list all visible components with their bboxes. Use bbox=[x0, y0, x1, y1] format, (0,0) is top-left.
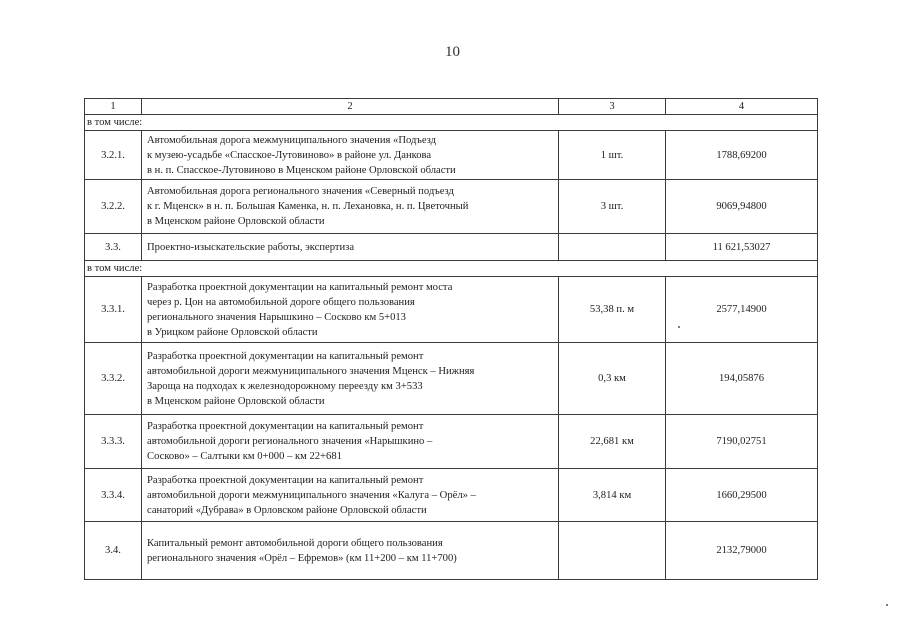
item-quantity: 3 шт. bbox=[559, 180, 666, 234]
column-number: 2 bbox=[142, 99, 559, 115]
budget-table bbox=[84, 98, 818, 580]
item-amount: 1788,69200 bbox=[666, 131, 818, 180]
description-line: Разработка проектной документации на капитальный ремонт моста bbox=[147, 281, 453, 293]
item-description bbox=[142, 522, 559, 580]
column-number: 3 bbox=[559, 99, 666, 115]
table-row bbox=[85, 415, 818, 469]
item-description bbox=[142, 277, 559, 343]
description-line: в н. п. Спасское-Лутовиново в Мценском районе Орловской области bbox=[147, 164, 456, 176]
item-number: 3.3.1. bbox=[85, 277, 142, 343]
item-number: 3.3.3. bbox=[85, 415, 142, 469]
description-line: Сосково» – Салтыки км 0+000 – км 22+681 bbox=[147, 451, 342, 463]
description-line: Зароща на подходах к железнодорожному переезду км 3+533 bbox=[147, 380, 423, 392]
column-number: 4 bbox=[666, 99, 818, 115]
section-label: в том числе: bbox=[85, 261, 818, 277]
description-line: Разработка проектной документации на капитальный ремонт bbox=[147, 474, 424, 486]
description-line: автомобильной дороги межмуниципального значения «Калуга – Орёл» – bbox=[147, 489, 476, 501]
item-description bbox=[142, 343, 559, 415]
description-line: в Урицком районе Орловской области bbox=[147, 326, 318, 338]
item-quantity: 1 шт. bbox=[559, 131, 666, 180]
description-line: Автомобильная дорога регионального значения «Северный подъезд bbox=[147, 186, 454, 198]
item-amount: 2132,79000 bbox=[666, 522, 818, 580]
item-description bbox=[142, 469, 559, 522]
description-line: регионального значения Нарышкино – Сосково км 5+013 bbox=[147, 311, 406, 323]
table-row bbox=[85, 343, 818, 415]
description-line: автомобильной дороги межмуниципального значения Мценск – Нижняя bbox=[147, 365, 475, 377]
table-row bbox=[85, 180, 818, 234]
item-quantity: 0,3 км bbox=[559, 343, 666, 415]
column-number-row bbox=[85, 99, 818, 115]
item-description bbox=[142, 180, 559, 234]
column-number: 1 bbox=[85, 99, 142, 115]
item-quantity: 3,814 км bbox=[559, 469, 666, 522]
scan-speck bbox=[886, 604, 888, 606]
item-description bbox=[142, 131, 559, 180]
section-row bbox=[85, 261, 818, 277]
table-row bbox=[85, 234, 818, 261]
table-row bbox=[85, 131, 818, 180]
item-amount: 1660,29500 bbox=[666, 469, 818, 522]
description-line: Разработка проектной документации на капитальный ремонт bbox=[147, 421, 424, 433]
description-line: Проектно-изыскательские работы, экспертиза bbox=[147, 241, 355, 253]
item-amount: 2577,14900 bbox=[666, 277, 818, 343]
item-quantity bbox=[559, 234, 666, 261]
item-quantity: 53,38 п. м bbox=[559, 277, 666, 343]
section-row bbox=[85, 115, 818, 131]
description-line: регионального значения «Орёл – Ефремов» (км 11+200 – км 11+700) bbox=[147, 552, 457, 564]
scan-speck bbox=[678, 326, 680, 328]
item-number: 3.2.2. bbox=[85, 180, 142, 234]
section-label: в том числе: bbox=[85, 115, 818, 131]
description-line: через р. Цон на автомобильной дороге общего пользования bbox=[147, 296, 415, 308]
item-description bbox=[142, 234, 559, 261]
table-row bbox=[85, 469, 818, 522]
item-number: 3.3.4. bbox=[85, 469, 142, 522]
item-amount: 194,05876 bbox=[666, 343, 818, 415]
item-number: 3.3.2. bbox=[85, 343, 142, 415]
table-row bbox=[85, 522, 818, 580]
description-line: в Мценском районе Орловской области bbox=[147, 395, 325, 407]
item-quantity bbox=[559, 522, 666, 580]
item-amount: 11 621,53027 bbox=[666, 234, 818, 261]
item-number: 3.4. bbox=[85, 522, 142, 580]
description-line: Капитальный ремонт автомобильной дороги общего пользования bbox=[147, 537, 443, 549]
item-description bbox=[142, 415, 559, 469]
item-quantity: 22,681 км bbox=[559, 415, 666, 469]
description-line: Разработка проектной документации на капитальный ремонт bbox=[147, 350, 424, 362]
table-row bbox=[85, 277, 818, 343]
description-line: к г. Мценск» в н. п. Большая Каменка, н. п. Лехановка, н. п. Цветочный bbox=[147, 201, 469, 213]
description-line: Автомобильная дорога межмуниципального значения «Подъезд bbox=[147, 134, 437, 146]
item-number: 3.3. bbox=[85, 234, 142, 261]
description-line: автомобильной дороги регионального значения «Нарышкино – bbox=[147, 436, 433, 448]
description-line: в Мценском районе Орловской области bbox=[147, 216, 325, 228]
page-number: 10 bbox=[445, 44, 460, 60]
item-amount: 9069,94800 bbox=[666, 180, 818, 234]
item-number: 3.2.1. bbox=[85, 131, 142, 180]
description-line: санаторий «Дубрава» в Орловском районе Орловской области bbox=[147, 504, 427, 516]
description-line: к музею-усадьбе «Спасское-Лутовиново» в районе ул. Данкова bbox=[147, 149, 432, 161]
item-amount: 7190,02751 bbox=[666, 415, 818, 469]
